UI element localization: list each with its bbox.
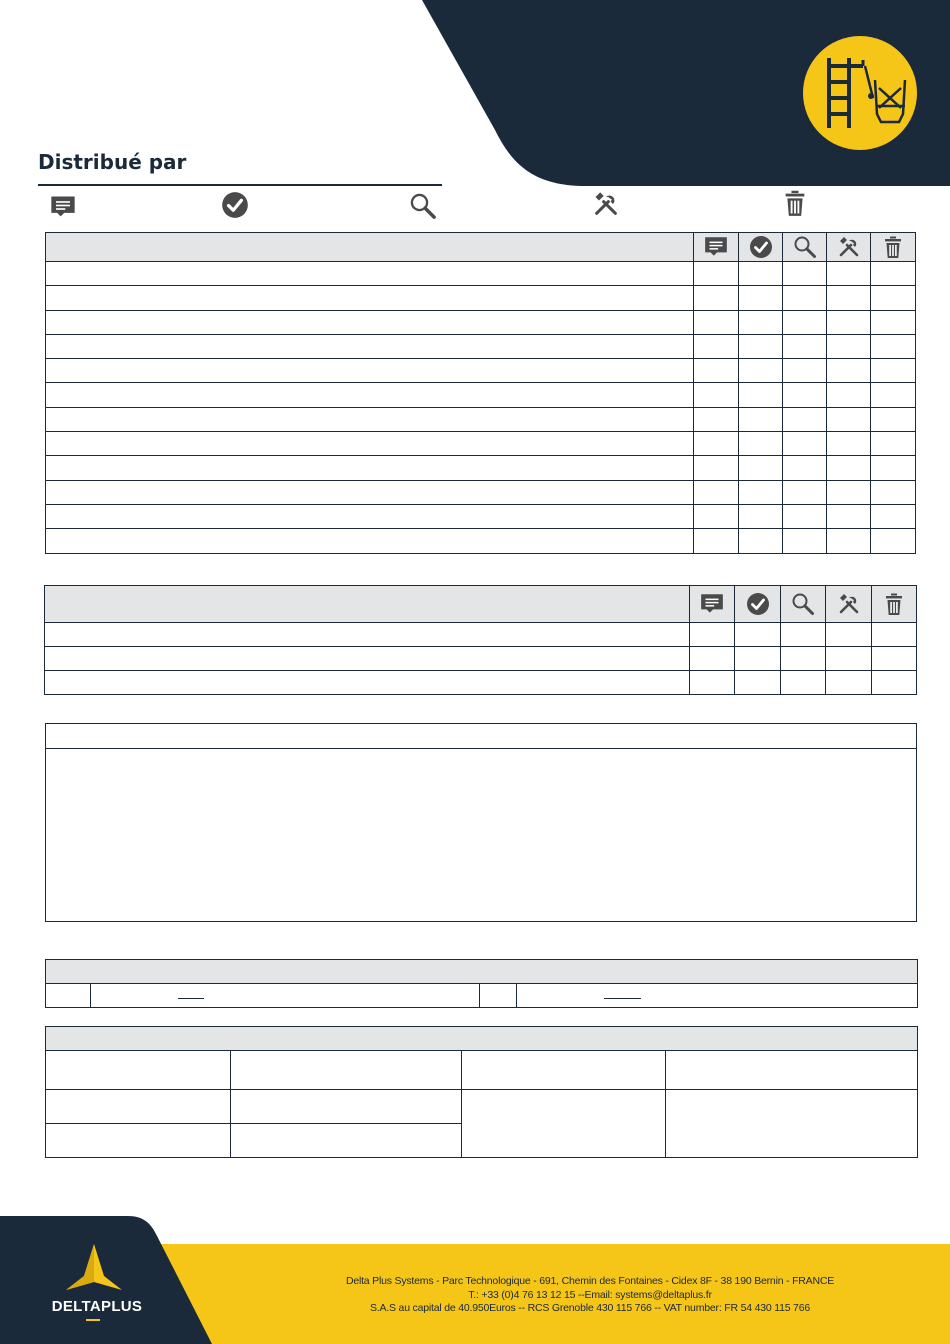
table1-check-cell[interactable] bbox=[739, 432, 783, 456]
table1-check-cell[interactable] bbox=[783, 504, 827, 528]
footer-line-3: S.A.S au capital de 40.950Euros -- RCS Grenoble 430 115 766 -- VAT number: FR 54 430 115 766 bbox=[370, 1302, 810, 1314]
table1-check-cell[interactable] bbox=[783, 383, 827, 407]
table1-row bbox=[46, 286, 916, 310]
table1-check-cell[interactable] bbox=[739, 407, 783, 431]
magnifier-icon bbox=[409, 192, 437, 220]
table2-check-cell[interactable] bbox=[735, 623, 781, 647]
table2-col-discard bbox=[872, 586, 917, 623]
distributed-by-label: Distribué par bbox=[38, 150, 187, 174]
inspector-field-5[interactable] bbox=[231, 1124, 462, 1158]
comment-icon bbox=[699, 591, 725, 617]
inspector-label-3 bbox=[46, 1090, 231, 1124]
comments-box-header bbox=[46, 724, 916, 749]
table1-check-cell[interactable] bbox=[827, 310, 871, 334]
table1-check-cell[interactable] bbox=[739, 310, 783, 334]
table1-row bbox=[46, 407, 916, 431]
product-badge bbox=[803, 36, 917, 150]
table1-check-cell[interactable] bbox=[871, 383, 916, 407]
table1-check-cell[interactable] bbox=[783, 432, 827, 456]
result-underline-2 bbox=[604, 998, 641, 999]
table2-check-cell[interactable] bbox=[872, 623, 917, 647]
table1-check-cell[interactable] bbox=[827, 456, 871, 480]
inspector-label-4 bbox=[462, 1090, 666, 1158]
table2-check-cell[interactable] bbox=[826, 671, 872, 695]
table1-item-cell[interactable] bbox=[46, 262, 694, 286]
table1-check-cell[interactable] bbox=[827, 432, 871, 456]
table1-check-cell[interactable] bbox=[871, 359, 916, 383]
table2-check-cell[interactable] bbox=[781, 647, 826, 671]
table1-item-cell[interactable] bbox=[46, 383, 694, 407]
inspector-label-1 bbox=[46, 1051, 231, 1090]
table1-row bbox=[46, 334, 916, 358]
table1-row bbox=[46, 456, 916, 480]
comment-icon bbox=[49, 193, 77, 221]
table1-check-cell[interactable] bbox=[871, 480, 916, 504]
table1-check-cell[interactable] bbox=[739, 480, 783, 504]
table1-check-cell[interactable] bbox=[871, 407, 916, 431]
table1-check-cell[interactable] bbox=[783, 334, 827, 358]
table2-check-cell[interactable] bbox=[826, 647, 872, 671]
table1-check-cell[interactable] bbox=[783, 310, 827, 334]
result-table bbox=[45, 959, 918, 1008]
table1-check-cell[interactable] bbox=[871, 286, 916, 310]
table1-check-cell[interactable] bbox=[694, 286, 739, 310]
table1-check-cell[interactable] bbox=[827, 407, 871, 431]
table1-item-cell[interactable] bbox=[46, 480, 694, 504]
footer-brand-accent bbox=[86, 1319, 100, 1321]
footer-line-1: Delta Plus Systems - Parc Technologique - 691, Chemin des Fontaines - Cidex 8F - 38 190 Bernin - FRANCE bbox=[345, 1275, 835, 1287]
table1-check-cell[interactable] bbox=[783, 529, 827, 553]
table1-check-cell[interactable] bbox=[783, 480, 827, 504]
table1-check-cell[interactable] bbox=[694, 334, 739, 358]
table1-check-cell[interactable] bbox=[871, 262, 916, 286]
table2-item-cell[interactable] bbox=[45, 623, 690, 647]
table1-check-cell[interactable] bbox=[694, 504, 739, 528]
table2-check-cell[interactable] bbox=[781, 671, 826, 695]
table1-item-cell[interactable] bbox=[46, 286, 694, 310]
table1-item-cell[interactable] bbox=[46, 529, 694, 553]
result-underline-1 bbox=[178, 998, 204, 999]
table1-col-comment bbox=[694, 233, 739, 262]
table1-item-cell[interactable] bbox=[46, 359, 694, 383]
inspector-header bbox=[46, 1027, 918, 1051]
table1-check-cell[interactable] bbox=[694, 383, 739, 407]
inspector-table bbox=[45, 1026, 918, 1158]
magnifier-icon bbox=[791, 592, 815, 616]
result-checkbox-2[interactable] bbox=[480, 984, 517, 1008]
inspector-field-1[interactable] bbox=[231, 1051, 462, 1090]
table1-col-check bbox=[739, 233, 783, 262]
table1-check-cell[interactable] bbox=[694, 310, 739, 334]
footer-address bbox=[300, 1275, 880, 1316]
table1-check-cell[interactable] bbox=[827, 262, 871, 286]
inspector-label-2 bbox=[462, 1051, 666, 1090]
tools-icon bbox=[837, 592, 861, 616]
ladder-harness-icon bbox=[803, 36, 917, 150]
table1-check-cell[interactable] bbox=[783, 456, 827, 480]
table2-col-inspect bbox=[781, 586, 826, 623]
table1-col-repair bbox=[827, 233, 871, 262]
table2-check-cell[interactable] bbox=[690, 623, 735, 647]
inspection-table-2 bbox=[44, 585, 917, 695]
table1-check-cell[interactable] bbox=[871, 456, 916, 480]
inspector-signature-field[interactable] bbox=[666, 1090, 918, 1158]
table1-check-cell[interactable] bbox=[739, 262, 783, 286]
table1-check-cell[interactable] bbox=[739, 529, 783, 553]
table1-check-cell[interactable] bbox=[871, 334, 916, 358]
table1-check-cell[interactable] bbox=[739, 334, 783, 358]
table1-check-cell[interactable] bbox=[739, 383, 783, 407]
comments-box bbox=[45, 723, 917, 922]
table1-check-cell[interactable] bbox=[827, 383, 871, 407]
table1-check-cell[interactable] bbox=[827, 529, 871, 553]
inspector-field-2[interactable] bbox=[666, 1051, 918, 1090]
check-icon bbox=[746, 592, 770, 616]
trash-icon bbox=[881, 235, 905, 259]
table1-check-cell[interactable] bbox=[871, 432, 916, 456]
table1-item-cell[interactable] bbox=[46, 504, 694, 528]
distributed-by-line bbox=[38, 184, 442, 186]
table1-check-cell[interactable] bbox=[694, 456, 739, 480]
comment-icon bbox=[703, 234, 729, 260]
table1-check-cell[interactable] bbox=[871, 504, 916, 528]
table1-check-cell[interactable] bbox=[694, 432, 739, 456]
inspection-table-1 bbox=[45, 232, 916, 554]
table1-item-cell[interactable] bbox=[46, 407, 694, 431]
table1-check-cell[interactable] bbox=[694, 407, 739, 431]
table2-col-repair bbox=[826, 586, 872, 623]
table1-header-label bbox=[46, 233, 694, 262]
table1-check-cell[interactable] bbox=[871, 310, 916, 334]
footer-brand: DELTAPLUS bbox=[51, 1298, 143, 1315]
tools-icon bbox=[592, 190, 620, 218]
table2-row bbox=[45, 671, 917, 695]
table1-item-cell[interactable] bbox=[46, 456, 694, 480]
table2-check-cell[interactable] bbox=[872, 647, 917, 671]
table2-item-cell[interactable] bbox=[45, 671, 690, 695]
table1-check-cell[interactable] bbox=[827, 480, 871, 504]
table1-check-cell[interactable] bbox=[827, 286, 871, 310]
table1-col-discard bbox=[871, 233, 916, 262]
table2-row bbox=[45, 647, 917, 671]
result-checkbox-1[interactable] bbox=[46, 984, 91, 1008]
inspector-label-5 bbox=[46, 1124, 231, 1158]
table1-check-cell[interactable] bbox=[783, 262, 827, 286]
table2-check-cell[interactable] bbox=[690, 647, 735, 671]
footer-line-2: T.: +33 (0)4 76 13 12 15 --Email: systems@deltaplus.fr bbox=[468, 1288, 712, 1301]
table1-col-inspect bbox=[783, 233, 827, 262]
table1-check-cell[interactable] bbox=[739, 359, 783, 383]
table1-row bbox=[46, 529, 916, 553]
table1-row bbox=[46, 310, 916, 334]
table2-check-cell[interactable] bbox=[872, 671, 917, 695]
table1-check-cell[interactable] bbox=[871, 529, 916, 553]
comments-area[interactable] bbox=[46, 749, 916, 921]
table1-check-cell[interactable] bbox=[739, 286, 783, 310]
table1-row bbox=[46, 262, 916, 286]
table2-check-cell[interactable] bbox=[781, 623, 826, 647]
table1-check-cell[interactable] bbox=[827, 504, 871, 528]
table1-check-cell[interactable] bbox=[827, 359, 871, 383]
result-field-2[interactable] bbox=[517, 984, 918, 1008]
table1-check-cell[interactable] bbox=[694, 359, 739, 383]
table2-check-cell[interactable] bbox=[735, 647, 781, 671]
table1-item-cell[interactable] bbox=[46, 310, 694, 334]
table1-check-cell[interactable] bbox=[694, 529, 739, 553]
table2-item-cell[interactable] bbox=[45, 647, 690, 671]
table2-check-cell[interactable] bbox=[690, 671, 735, 695]
tools-icon bbox=[837, 235, 861, 259]
check-icon bbox=[221, 191, 249, 219]
table1-item-cell[interactable] bbox=[46, 334, 694, 358]
check-icon bbox=[749, 235, 773, 259]
table2-col-comment bbox=[690, 586, 735, 623]
table1-item-cell[interactable] bbox=[46, 432, 694, 456]
table1-check-cell[interactable] bbox=[739, 456, 783, 480]
inspector-field-3[interactable] bbox=[231, 1090, 462, 1124]
table2-row bbox=[45, 623, 917, 647]
table1-row bbox=[46, 504, 916, 528]
result-field-1[interactable] bbox=[91, 984, 480, 1008]
table2-check-cell[interactable] bbox=[826, 623, 872, 647]
table1-check-cell[interactable] bbox=[783, 407, 827, 431]
table2-header-label bbox=[45, 586, 690, 623]
table1-check-cell[interactable] bbox=[694, 480, 739, 504]
table2-col-check bbox=[735, 586, 781, 623]
table1-row bbox=[46, 383, 916, 407]
table1-check-cell[interactable] bbox=[783, 359, 827, 383]
magnifier-icon bbox=[793, 235, 817, 259]
table2-check-cell[interactable] bbox=[735, 671, 781, 695]
table1-check-cell[interactable] bbox=[694, 262, 739, 286]
table1-check-cell[interactable] bbox=[827, 334, 871, 358]
table1-check-cell[interactable] bbox=[739, 504, 783, 528]
result-header bbox=[46, 960, 918, 984]
table1-row bbox=[46, 480, 916, 504]
trash-icon bbox=[882, 592, 906, 616]
table1-check-cell[interactable] bbox=[783, 286, 827, 310]
table1-row bbox=[46, 359, 916, 383]
table1-row bbox=[46, 432, 916, 456]
trash-icon bbox=[781, 189, 809, 217]
